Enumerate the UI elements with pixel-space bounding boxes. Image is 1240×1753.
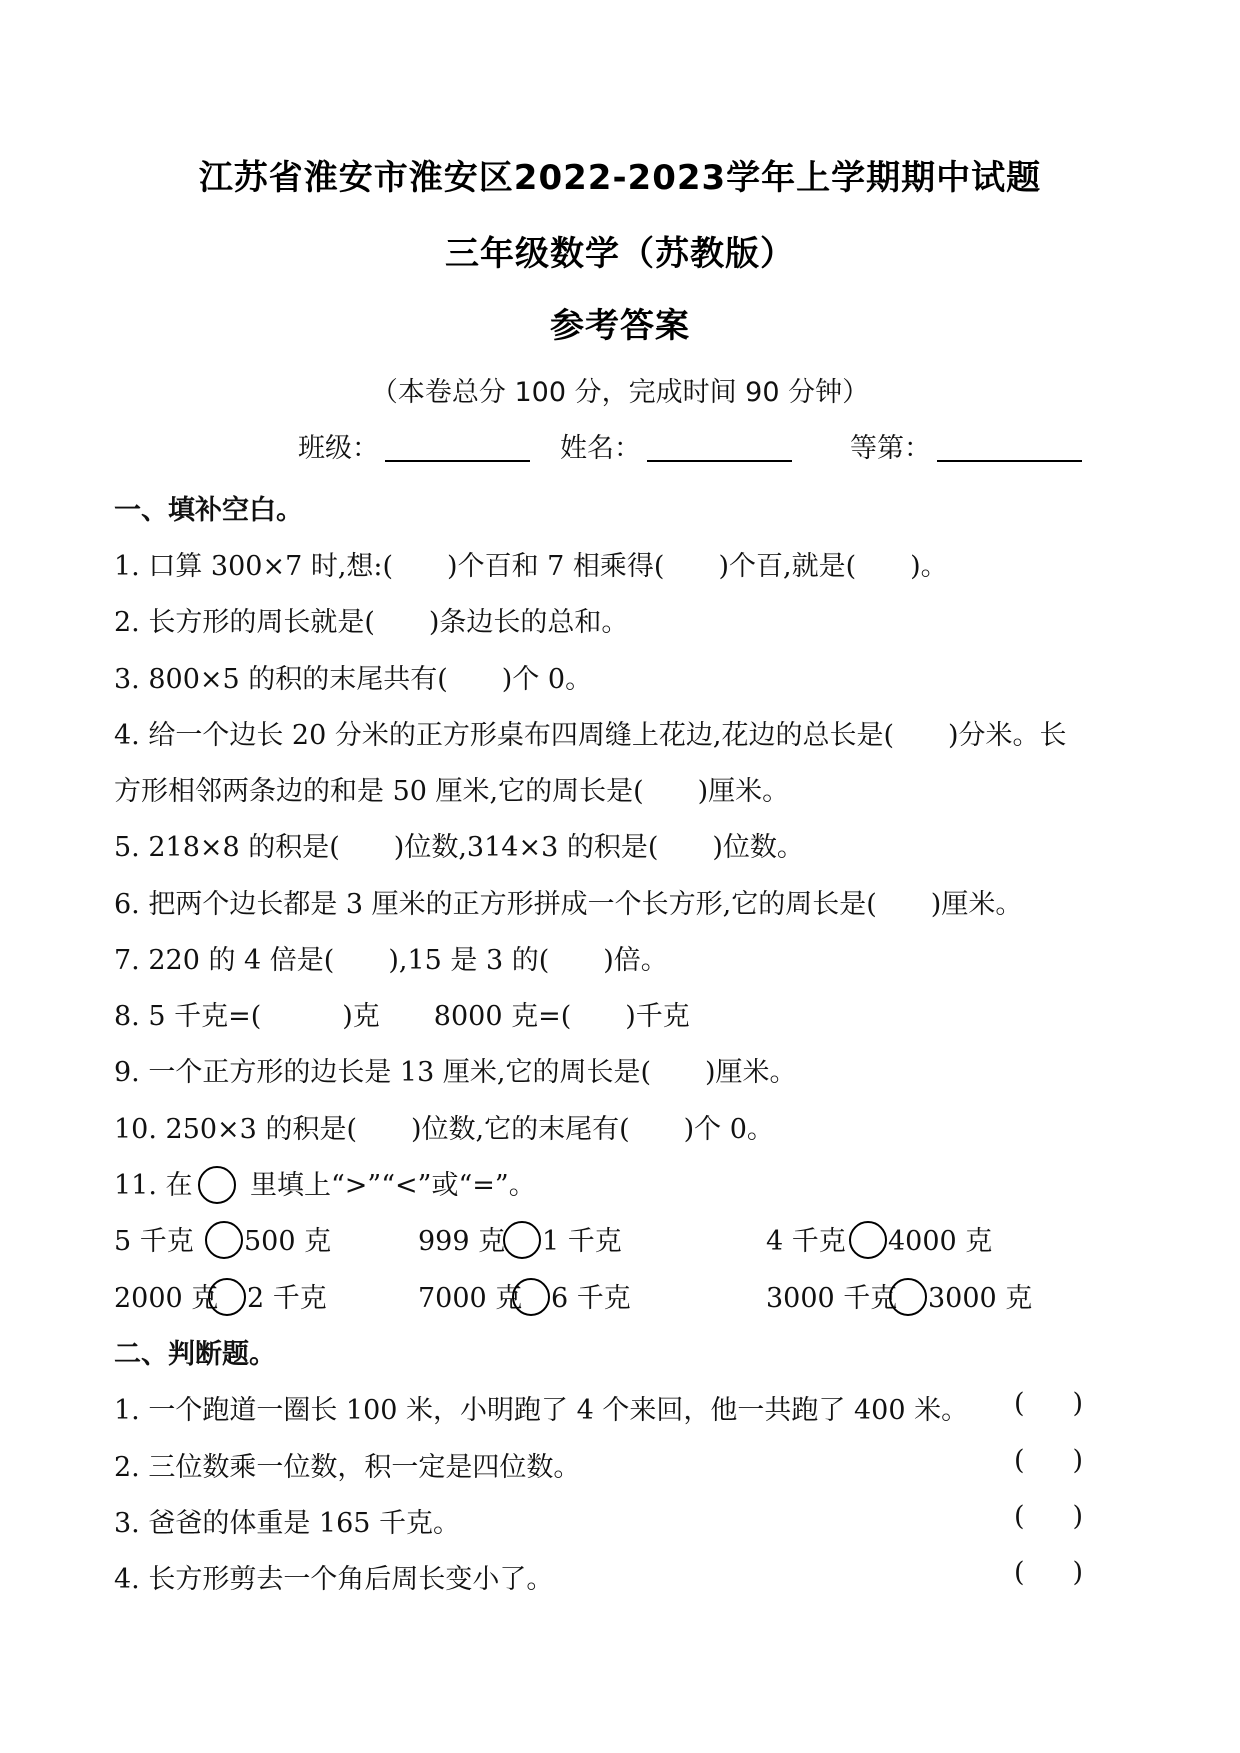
question-11-suffix: 里填上“>”“<”或“=”。 bbox=[250, 1170, 536, 1201]
section2-heading: 二、判断题。 bbox=[114, 1339, 276, 1370]
question-4-line2: 方形相邻两条边的和是 50 厘米,它的周长是( )厘米。 bbox=[114, 776, 790, 807]
compare-4-right: 2 千克 bbox=[247, 1283, 327, 1314]
compare-circle-example bbox=[198, 1166, 236, 1204]
compare-6-right: 3000 克 bbox=[928, 1283, 1033, 1314]
question-9: 9. 一个正方形的边长是 13 厘米,它的周长是( )厘米。 bbox=[114, 1057, 797, 1088]
class-label: 班级： bbox=[298, 433, 379, 464]
section1-heading: 一、填补空白。 bbox=[114, 495, 303, 526]
compare-6-left: 3000 千克 bbox=[766, 1283, 898, 1314]
judge-4: 4. 长方形剪去一个角后周长变小了。 bbox=[114, 1564, 554, 1595]
judge-3: 3. 爸爸的体重是 165 千克。 bbox=[114, 1508, 461, 1539]
compare-1-circle[interactable] bbox=[205, 1221, 243, 1259]
question-11-prefix: 11. 在 bbox=[114, 1170, 193, 1201]
question-3: 3. 800×5 的积的末尾共有( )个 0。 bbox=[114, 664, 593, 695]
compare-5-circle[interactable] bbox=[512, 1278, 550, 1316]
compare-6-circle[interactable] bbox=[889, 1278, 927, 1316]
exam-title: 江苏省淮安市淮安区2022-2023学年上学期期中试题 bbox=[198, 158, 1042, 198]
compare-4-left: 2000 克 bbox=[114, 1283, 219, 1314]
question-8: 8. 5 千克=( )克 8000 克=( )千克 bbox=[114, 1001, 690, 1032]
compare-3-right: 4000 克 bbox=[888, 1226, 993, 1257]
compare-5-left: 7000 克 bbox=[418, 1283, 523, 1314]
grade-field[interactable] bbox=[937, 460, 1082, 462]
exam-info: （本卷总分 100 分，完成时间 90 分钟） bbox=[370, 377, 870, 408]
name-field[interactable] bbox=[647, 460, 792, 462]
question-4-line1: 4. 给一个边长 20 分米的正方形桌布四周缝上花边,花边的总长是( )分米。长 bbox=[114, 720, 1067, 751]
compare-2-right: 1 千克 bbox=[542, 1226, 622, 1257]
exam-subtitle: 三年级数学（苏教版） bbox=[445, 234, 795, 274]
question-7: 7. 220 的 4 倍是( ),15 是 3 的( )倍。 bbox=[114, 945, 668, 976]
judge-4-answer[interactable]: () bbox=[1014, 1557, 1132, 1588]
compare-3-circle[interactable] bbox=[849, 1221, 887, 1259]
compare-3-left: 4 千克 bbox=[766, 1226, 846, 1257]
judge-2: 2. 三位数乘一位数，积一定是四位数。 bbox=[114, 1452, 581, 1483]
class-field[interactable] bbox=[385, 460, 530, 462]
question-2: 2. 长方形的周长就是( )条边长的总和。 bbox=[114, 607, 629, 638]
question-5: 5. 218×8 的积是( )位数,314×3 的积是( )位数。 bbox=[114, 832, 804, 863]
judge-3-answer[interactable]: () bbox=[1014, 1501, 1132, 1532]
compare-2-left: 999 克 bbox=[418, 1226, 506, 1257]
question-6: 6. 把两个边长都是 3 厘米的正方形拼成一个长方形,它的周长是( )厘米。 bbox=[114, 889, 1023, 920]
judge-1-answer[interactable]: () bbox=[1014, 1388, 1132, 1419]
compare-1-right: 500 克 bbox=[244, 1226, 332, 1257]
name-label: 姓名： bbox=[560, 433, 641, 464]
judge-1: 1. 一个跑道一圈长 100 米，小明跑了 4 个来回，他一共跑了 400 米。 bbox=[114, 1395, 969, 1426]
question-10: 10. 250×3 的积是( )位数,它的末尾有( )个 0。 bbox=[114, 1114, 774, 1145]
answer-label: 参考答案 bbox=[550, 306, 690, 346]
question-1: 1. 口算 300×7 时,想:( )个百和 7 相乘得( )个百,就是( )。 bbox=[114, 551, 948, 582]
grade-label: 等第： bbox=[850, 433, 931, 464]
compare-5-right: 6 千克 bbox=[551, 1283, 631, 1314]
judge-2-answer[interactable]: () bbox=[1014, 1445, 1132, 1476]
compare-4-circle[interactable] bbox=[208, 1278, 246, 1316]
compare-2-circle[interactable] bbox=[503, 1221, 541, 1259]
compare-1-left: 5 千克 bbox=[114, 1226, 194, 1257]
